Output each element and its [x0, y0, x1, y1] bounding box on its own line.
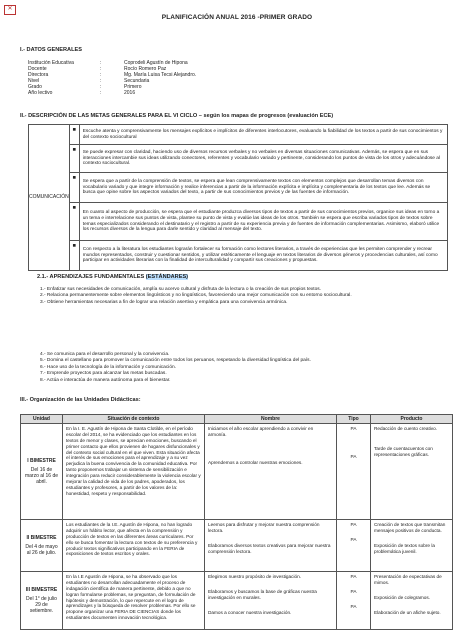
list-item: 6.- Hace uso de la tecnología de la información y comunicación.	[40, 364, 176, 370]
column-header: Unidad	[21, 415, 63, 424]
list-item: 4.- Se comunica para el desarrollo personal y la convivencia.	[40, 352, 170, 357]
units-table	[20, 414, 453, 630]
type-cell	[337, 572, 371, 630]
info-row: Año lectivo : 2016	[28, 89, 136, 96]
info-row: Grado : Primero	[28, 83, 142, 90]
section-general-heading: I.- DATOS GENERALES	[20, 47, 82, 53]
product-cell	[371, 520, 453, 572]
product-value: Exposición de textos sobre la problemática juvenil.	[374, 542, 435, 554]
table-row	[29, 125, 448, 145]
table-row	[21, 520, 453, 572]
unit-cell	[21, 520, 63, 572]
type-value: PA	[350, 603, 357, 609]
info-row: Directora : Mg. María Luisa Tecsi Alejandro.	[28, 71, 197, 78]
meta-text: En cuanto al aspecto de producción, se espera que el estudiante produzca diversos tipos de textos a partir de sus conocimientos previos, organice sus ideas en torno a un tema e interrelacione sus puntos de vista, plantee su punto de vista y evalúe las ideas de los otros. También se espera que escriba variados tipos de textos sobre temas especializados considerando el destinatario y el registro a partir de su experiencia previa y de fuentes de información complementarias. Asimismo, elaboró utilice los recursos diversos de la lengua para darle sentido y claridad al mensaje del texto.	[79, 203, 447, 241]
bullet-icon: ■	[69, 173, 79, 203]
info-value: Secundaria	[124, 77, 150, 84]
unit-title: Damos a conocer nuestra investigación.	[208, 609, 292, 615]
info-value: Primero	[124, 83, 142, 90]
product-value: Exposición de colegramos.	[374, 594, 431, 600]
type-value: PA	[350, 426, 357, 431]
product-cell	[371, 572, 453, 630]
unit-name: III BIMESTRE	[25, 586, 58, 593]
info-label: Docente	[28, 65, 47, 72]
type-value: PA	[350, 536, 357, 542]
info-label: Nivel	[28, 77, 40, 84]
unit-cell	[21, 572, 63, 630]
table-row	[21, 424, 453, 520]
product-cell	[371, 424, 453, 520]
product-value: Elaboración de un afiche sujeto.	[374, 609, 441, 615]
bullet-icon: ■	[69, 125, 79, 145]
aprendizajes-list	[40, 287, 352, 306]
unit-dates: Del 16 de marzo al 16 de abril.	[24, 466, 59, 486]
unit-title: Aprendemos a controlar nuestras emociones.	[208, 459, 303, 465]
meta-text: Se espera que a partir de la comprensión de textos, se espera que lean comprensivamente textos con elementos complejos que desarrollan temas diversos con vocabulario variado y que integre información y realice inferencias a partir de la información explícita e implícita y complementaria de los textos que lee. Además se busca que opine sobre los aspectos variados del texto, a partir de sus conocimientos previos y de las fuentes de información.	[79, 173, 447, 203]
unit-cell	[21, 424, 63, 520]
info-row: Docente : Rocío Romero Paz	[28, 65, 167, 72]
type-value: PA	[350, 522, 357, 527]
meta-text: Se puede expresar con claridad, haciendo uso de diversos recursos verbales y no verbales en diversas situaciones comunicativas. Además, se espera que en sus interacciones intercambie sus ideas utilizando conectores, referentes y vocabulario variado y pertinente, considerando los puntos de vista de los otros y adecuándose al contexto sociocultural.	[79, 145, 447, 173]
type-cell	[337, 520, 371, 572]
unit-name: II BIMESTRE	[26, 534, 57, 541]
metas-table	[28, 124, 448, 271]
general-info	[28, 60, 196, 96]
info-label: Grado	[28, 83, 42, 90]
meta-text: Escuche atenta y comprensivamente los mensajes explícitos e implícitos de diferentes interlocutores, evaluando la fiabilidad de los textos a partir de sus conocimientos y del contexto sociocultural	[79, 125, 447, 145]
standards-highlight: (ESTÁNDARES)	[145, 274, 189, 280]
name-cell	[205, 572, 337, 630]
bullet-icon: ■	[69, 203, 79, 241]
aprendizajes-heading	[37, 274, 188, 281]
goals-list	[40, 352, 311, 384]
list-item: 1.- Enfatizar sus necesidades de comunicación, amplía su acervo cultural y disfruta de la lectura o la creación de sus propios textos.	[40, 287, 322, 292]
name-cell	[205, 520, 337, 572]
table-row	[29, 145, 448, 173]
unit-title: Elaboramos y buscamos la base de gráficas nuestra investigación en murales.	[208, 588, 317, 600]
table-row	[29, 173, 448, 203]
meta-text: Con respecto a la literatura los estudiantes lograrán fortalecer su formación como lectores literarios, a través de experiencias que les permiten comprender y recrear mundos representados, construir y cuestionar sentidos, y utilizar estéticamente el lenguaje en textos literarios de diversos géneros y procedencias culturales, así como participar en actividades literarias con la finalidad de interculturalidad y compartir sus creaciones y propuestas.	[79, 241, 447, 271]
info-row: Nivel : Secundaria	[28, 77, 150, 84]
list-item: 7.- Emprende proyectos para alcanzar las metas buscadas.	[40, 371, 167, 377]
section-metas-heading: II.- DESCRIPCIÓN DE LAS METAS GENERALES PARA EL VI CICLO – según los mapas de progresos (evaluación ECE)	[20, 113, 334, 119]
column-header: Nombre	[205, 415, 337, 424]
unit-title: Elegimos nuestro propósito de investigación.	[208, 574, 302, 579]
list-item: 8.- Actúa e interactúa de manera autónoma para el bienestar.	[40, 377, 171, 383]
table-header-row	[21, 415, 453, 424]
product-value: Tarde de cuentacuentos con representaciones gráficas.	[374, 445, 433, 457]
unit-dates: Del 4 de mayo al 26 de julio.	[25, 543, 58, 557]
info-value: Mg. María Luisa Tecsi Alejandro.	[124, 71, 197, 78]
page-title: PLANIFICACIÓN ANUAL 2016 -PRIMER GRADO	[161, 14, 313, 21]
info-label: Año lectivo	[28, 89, 53, 96]
section-units-heading: III.- Organización de las Unidades Didácticas:	[20, 397, 141, 403]
table-row	[21, 572, 453, 630]
unit-name: I BIMESTRE	[27, 457, 56, 464]
column-header: Tipo	[337, 415, 371, 424]
info-value: 2016	[124, 89, 136, 96]
info-row: Institución Educativa : Coprodeli Agustín de Hipona	[28, 59, 188, 66]
unit-dates: Del 1° de julio 29 de setiembre.	[26, 595, 57, 615]
situation-cell: En la I. E. Agustín de Hipona de Santa Clotilde, en el período escolar del 2014, se ha evidenciado que los estudiantes en los textos de menor y clases, se aprecian emociones, buscando el primer contacto que ellos provienen de hogares disfuncionales y del contexto social cultural en el que viven. Esta situación afecta el interés de sus emociones para el aprendizaje y a su vez perjudica la buena convivencia de la comunidad educativa. Por tanto proponemos trabajar un sistema de sensibilización e integración para reducir considerablemente la violencia escolar y mejorar la calidad de vida de los padres, apoderados, los estudiantes y profesores, a partir de los valores de la: honestidad, respeto y responsabilidad.	[63, 424, 205, 520]
aprendizajes-prefix: 2.1.- APRENDIZAJES FUNDAMENTALES	[37, 274, 146, 280]
info-label: Directora	[28, 71, 49, 78]
type-value: PA	[350, 574, 357, 579]
product-value: Redacción de cuento creativo.	[374, 426, 438, 431]
list-item: 5.- Domina el castellano para promover la comunicación entre todos los peruanos, respetando la diversidad lingüística del país.	[40, 358, 311, 364]
type-cell	[337, 424, 371, 520]
info-value: Coprodeli Agustín de Hipona	[124, 59, 188, 66]
type-value: PA	[350, 588, 357, 594]
type-value: PA	[350, 453, 357, 459]
list-item: 3.- Obtiene herramientas necesarias a fin de lograr una relación asertiva y empática para una convivencia armónica.	[40, 299, 288, 305]
bullet-icon: ■	[69, 241, 79, 271]
table-row	[29, 203, 448, 241]
product-value: Creación de textos que transmitan mensajes positivos de conducta.	[374, 522, 446, 533]
unit-title: Leemos para disfrutar y mejorar nuestra comprensión lectora.	[208, 522, 320, 533]
list-item: 2.- Relaciona permanentemente sobre elementos lingüísticos y no lingüísticos, favoreciendo una mejor comunicación con su entorno sociocultural.	[40, 293, 352, 299]
situation-cell: Los estudiantes de la I.E. Agustín de Hipona, no han logrado adquirir un hábito lector, que afecta en la comprensión y producción de textos en las diferentes áreas curriculares. Por ello se busca fomentar la lectura con textos de su preferencia y producir textos significativos participando en la FERIA de exposiciones de textos escritos y orales.	[63, 520, 205, 572]
metas-area-cell: COMUNICACIÓN	[29, 125, 70, 271]
column-header: Situación de contexto	[63, 415, 205, 424]
table-row	[29, 241, 448, 271]
info-value: Rocío Romero Paz	[124, 65, 167, 72]
unit-title: Elaboramos diversos textos creativos para mejorar nuestra comprensión lectora.	[208, 542, 331, 554]
close-icon[interactable]: ✕	[4, 5, 16, 15]
name-cell	[205, 424, 337, 520]
product-value: Presentación de expectativas de mimos.	[374, 574, 442, 585]
bullet-icon: ■	[69, 145, 79, 173]
column-header: Producto	[371, 415, 453, 424]
info-label: Institución Educativa	[28, 59, 74, 66]
unit-title: Iniciamos el año escolar aprendiendo a convivir en armonía.	[208, 426, 314, 437]
situation-cell: En la I.E Agustín de Hipona, se ha observado que los estudiantes no desarrollan adecuadamente el proceso de indagación científica de manera pertinente, debido a que no logran formularse problemas, se preguntan, de formulación de hipótesis y demostración, lo que repercute en el logro de aprendizajes y la búsqueda de resolver problemas. Por ello se propone organizar una FERIA DE CIENCIAS donde los estudiantes documenten innovación tecnológica.	[63, 572, 205, 630]
